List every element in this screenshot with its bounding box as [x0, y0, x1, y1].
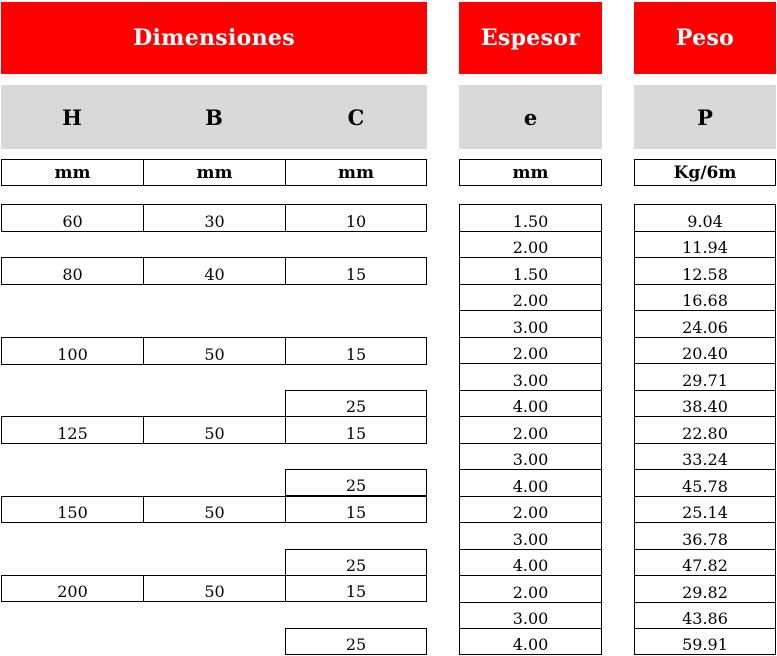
peso-cell: 16.68	[634, 284, 776, 311]
peso-cell: 9.04	[634, 204, 776, 232]
column-c: C	[285, 85, 427, 149]
peso-cell: 29.82	[634, 575, 776, 603]
dim-c: 15	[285, 416, 427, 444]
dim-c: 10	[285, 204, 427, 232]
header-espesor: Espesor	[459, 2, 602, 74]
espesor-cell: 3.00	[459, 443, 602, 470]
column-b: B	[143, 85, 285, 149]
unit-p: Kg/6m	[634, 159, 776, 186]
peso-cell: 12.58	[634, 257, 776, 285]
unit-c: mm	[285, 159, 427, 186]
peso-cell: 47.82	[634, 549, 776, 576]
dim-c: 25	[285, 628, 427, 655]
dim-h: 80	[1, 257, 144, 285]
espesor-cell: 1.50	[459, 257, 602, 285]
peso-cell: 59.91	[634, 628, 776, 655]
peso-cell: 11.94	[634, 231, 776, 258]
espesor-cell: 4.00	[459, 549, 602, 576]
peso-cell: 24.06	[634, 310, 776, 338]
unit-b: mm	[143, 159, 286, 186]
espesor-cell: 3.00	[459, 310, 602, 338]
peso-cell: 43.86	[634, 602, 776, 629]
dim-b: 40	[143, 257, 286, 285]
dim-h: 100	[1, 337, 144, 365]
espesor-cell: 3.00	[459, 602, 602, 629]
peso-cell: 25.14	[634, 496, 776, 523]
espesor-cell: 4.00	[459, 628, 602, 655]
dim-h: 125	[1, 416, 144, 444]
header-dimensiones: Dimensiones	[1, 2, 427, 74]
dim-b: 50	[143, 575, 286, 602]
peso-cell: 45.78	[634, 469, 776, 497]
dim-c: 25	[285, 469, 427, 496]
peso-cell: 22.80	[634, 416, 776, 444]
espesor-cell: 2.00	[459, 496, 602, 523]
column-e: e	[459, 85, 602, 149]
espesor-cell: 2.00	[459, 575, 602, 603]
espesor-cell: 2.00	[459, 284, 602, 311]
espesor-cell: 4.00	[459, 469, 602, 497]
espesor-cell: 2.00	[459, 231, 602, 258]
espesor-cell: 3.00	[459, 522, 602, 550]
espesor-cell: 2.00	[459, 416, 602, 444]
dim-c: 15	[285, 337, 427, 365]
dim-b: 50	[143, 416, 286, 444]
header-peso: Peso	[634, 2, 776, 74]
peso-cell: 36.78	[634, 522, 776, 550]
dim-h: 150	[1, 496, 144, 523]
dim-c: 15	[285, 257, 427, 285]
espesor-cell: 2.00	[459, 337, 602, 364]
peso-cell: 20.40	[634, 337, 776, 364]
espesor-cell: 3.00	[459, 363, 602, 391]
dim-h: 200	[1, 575, 144, 602]
espesor-cell: 4.00	[459, 390, 602, 417]
dim-c: 15	[285, 496, 427, 523]
dim-c: 15	[285, 575, 427, 602]
dim-b: 30	[143, 204, 286, 232]
peso-cell: 38.40	[634, 390, 776, 417]
espesor-cell: 1.50	[459, 204, 602, 232]
column-p: P	[634, 85, 776, 149]
dim-c: 25	[285, 549, 427, 576]
dim-b: 50	[143, 337, 286, 365]
unit-e: mm	[459, 159, 602, 186]
unit-h: mm	[1, 159, 144, 186]
column-h: H	[1, 85, 143, 149]
dim-b: 50	[143, 496, 286, 523]
peso-cell: 29.71	[634, 363, 776, 391]
peso-cell: 33.24	[634, 443, 776, 470]
dim-c: 25	[285, 390, 427, 417]
dim-h: 60	[1, 204, 144, 232]
